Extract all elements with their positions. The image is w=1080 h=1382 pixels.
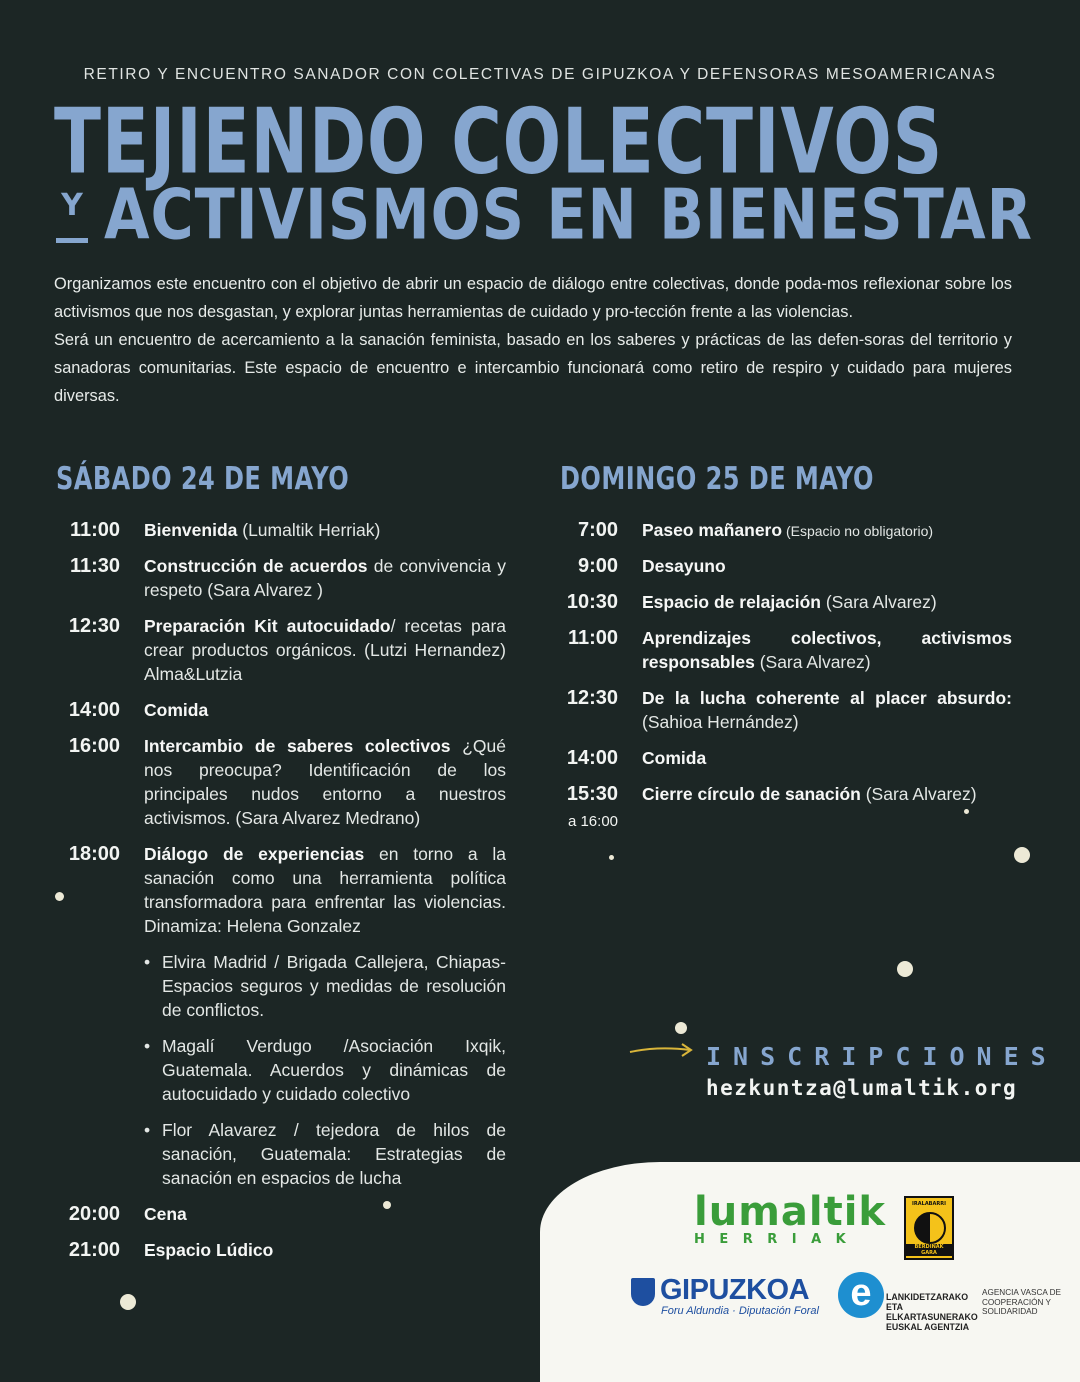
decor-dot bbox=[383, 1201, 391, 1209]
time: 11:30 bbox=[69, 555, 120, 577]
time: 21:00 bbox=[68, 1239, 120, 1261]
event-kicker: RETIRO Y ENCUENTRO SANADOR CON COLECTIVAS DE GIPUZKOA Y DEFENSORAS MESOAMERICANAS bbox=[83, 66, 997, 83]
gipuzkoa-shield-icon bbox=[631, 1278, 655, 1306]
decor-dot bbox=[1014, 847, 1030, 863]
intro-text bbox=[54, 270, 1012, 410]
decor-dot bbox=[55, 892, 64, 901]
activity: Intercambio de saberes colectivos ¿Qué nos preocupa? Identificación de los principales nudos entorno a nuestros activismos. (Sara Alvarez Medrano) bbox=[144, 736, 506, 828]
lumaltik-logo-sub: HERRIAK bbox=[694, 1232, 861, 1247]
activity: Construcción de acuerdos de convivencia y respeto (Sara Alvarez ) bbox=[144, 556, 506, 600]
speaker-item: • Elvira Madrid / Brigada Callejera, Chiapas- Espacios seguros y medidas de resolución de conflictos. bbox=[144, 950, 506, 1022]
title-line-1: TEJIENDO COLECTIVOS bbox=[54, 90, 944, 195]
activity: Espacio Lúdico bbox=[144, 1240, 274, 1260]
time: 7:00 bbox=[577, 519, 618, 541]
activity: De la lucha coherente al placer absurdo: (Sahioa Hernández) bbox=[642, 688, 1012, 732]
title-y: Y bbox=[61, 188, 83, 223]
activity: Comida bbox=[144, 700, 209, 720]
title-line-2: ACTIVISMOS EN BIENESTAR bbox=[104, 176, 1033, 256]
activity: Cena bbox=[144, 1204, 187, 1224]
time: 16:00 bbox=[68, 735, 120, 757]
speaker-item: • Magalí Verdugo /Asociación Ixqik, Guatemala. Acuerdos y dinámicas de autocuidado y cuidado colectivo bbox=[144, 1034, 506, 1106]
activity: Aprendizajes colectivos, activismos responsables (Sara Alvarez) bbox=[642, 628, 1012, 672]
speaker-list bbox=[144, 950, 506, 1202]
time: 12:30 bbox=[68, 615, 120, 637]
registration-label: INSCRIPCIONES bbox=[706, 1042, 1058, 1071]
title-y-underline bbox=[56, 238, 88, 243]
activity: Espacio de relajación (Sara Alvarez) bbox=[642, 592, 937, 612]
iralabarri-logo: IRALABARRI BERDINAK GARA bbox=[904, 1196, 954, 1260]
activity: Preparación Kit autocuidado/ recetas para crear productos orgánicos. (Lutzi Hernandez) Alma&Lutzia bbox=[144, 616, 507, 684]
time: 14:00 bbox=[68, 699, 120, 721]
registration-email[interactable]: hezkuntza@lumaltik.org bbox=[706, 1076, 1018, 1100]
sunday-heading: DOMINGO 25 DE MAYO bbox=[560, 460, 874, 497]
time: 9:00 bbox=[577, 555, 618, 577]
time: 14:00 bbox=[566, 747, 618, 769]
activity: Comida bbox=[642, 748, 707, 768]
arrow-icon bbox=[628, 1040, 696, 1062]
time: 12:30 bbox=[566, 687, 618, 709]
time: 11:00 bbox=[567, 627, 618, 649]
activity: Desayuno bbox=[642, 556, 726, 576]
decor-dot bbox=[609, 855, 614, 860]
time: 20:00 bbox=[68, 1203, 120, 1225]
decor-dot bbox=[897, 961, 913, 977]
decor-dot bbox=[120, 1294, 136, 1310]
time: 15:30 a 16:00 bbox=[566, 783, 618, 830]
time: 10:30 bbox=[566, 591, 618, 613]
activity: Bienvenida (Lumaltik Herriak) bbox=[144, 520, 381, 540]
elkarlan-logo-icon: e bbox=[838, 1272, 884, 1318]
activity: Paseo mañanero (Espacio no obligatorio) bbox=[642, 520, 934, 540]
activity: Cierre círculo de sanación (Sara Alvarez) bbox=[642, 784, 977, 804]
gipuzkoa-logo-sub: Foru Aldundia · Diputación Foral bbox=[661, 1305, 819, 1317]
time: 18:00 bbox=[68, 843, 120, 865]
elkarlan-logo-es: AGENCIA VASCA DE COOPERACIÓN Y SOLIDARIDAD bbox=[982, 1288, 1062, 1316]
gipuzkoa-logo: GIPUZKOA bbox=[660, 1274, 810, 1306]
time: 11:00 bbox=[69, 519, 120, 541]
decor-dot bbox=[964, 809, 969, 814]
lumaltik-logo: lumaltik bbox=[694, 1189, 887, 1235]
intro-paragraph-1: Organizamos este encuentro con el objetivo de abrir un espacio de diálogo entre colectivas, donde poda-mos reflexionar sobre los activismos que nos desgastan, y explorar juntas herramientas de cuidado y pro-tección frente a las violencias. bbox=[54, 275, 1012, 321]
decor-dot bbox=[675, 1022, 687, 1034]
activity: Diálogo de experiencias en torno a la sanación como una herramienta política transformadora para enfrentar las violencias. Dinamiza: Helena Gonzalez bbox=[144, 844, 506, 936]
saturday-heading: SÁBADO 24 DE MAYO bbox=[56, 460, 350, 497]
speaker-item: • Flor Alavarez / tejedora de hilos de sanación, Guatemala: Estrategias de sanación en espacios de lucha bbox=[144, 1118, 506, 1190]
elkarlan-logo-eu: LANKIDETZARAKO ETA ELKARTASUNERAKO EUSKAL AGENTZIA bbox=[886, 1292, 978, 1332]
face-icon bbox=[914, 1212, 946, 1244]
intro-paragraph-2: Será un encuentro de acercamiento a la sanación feminista, basado en los saberes y prácticas de las defen-soras del territorio y sanadoras comunitarias. Este espacio de encuentro e intercambio funcionará como retiro de respiro y cuidado para mujeres diversas. bbox=[54, 331, 1012, 405]
